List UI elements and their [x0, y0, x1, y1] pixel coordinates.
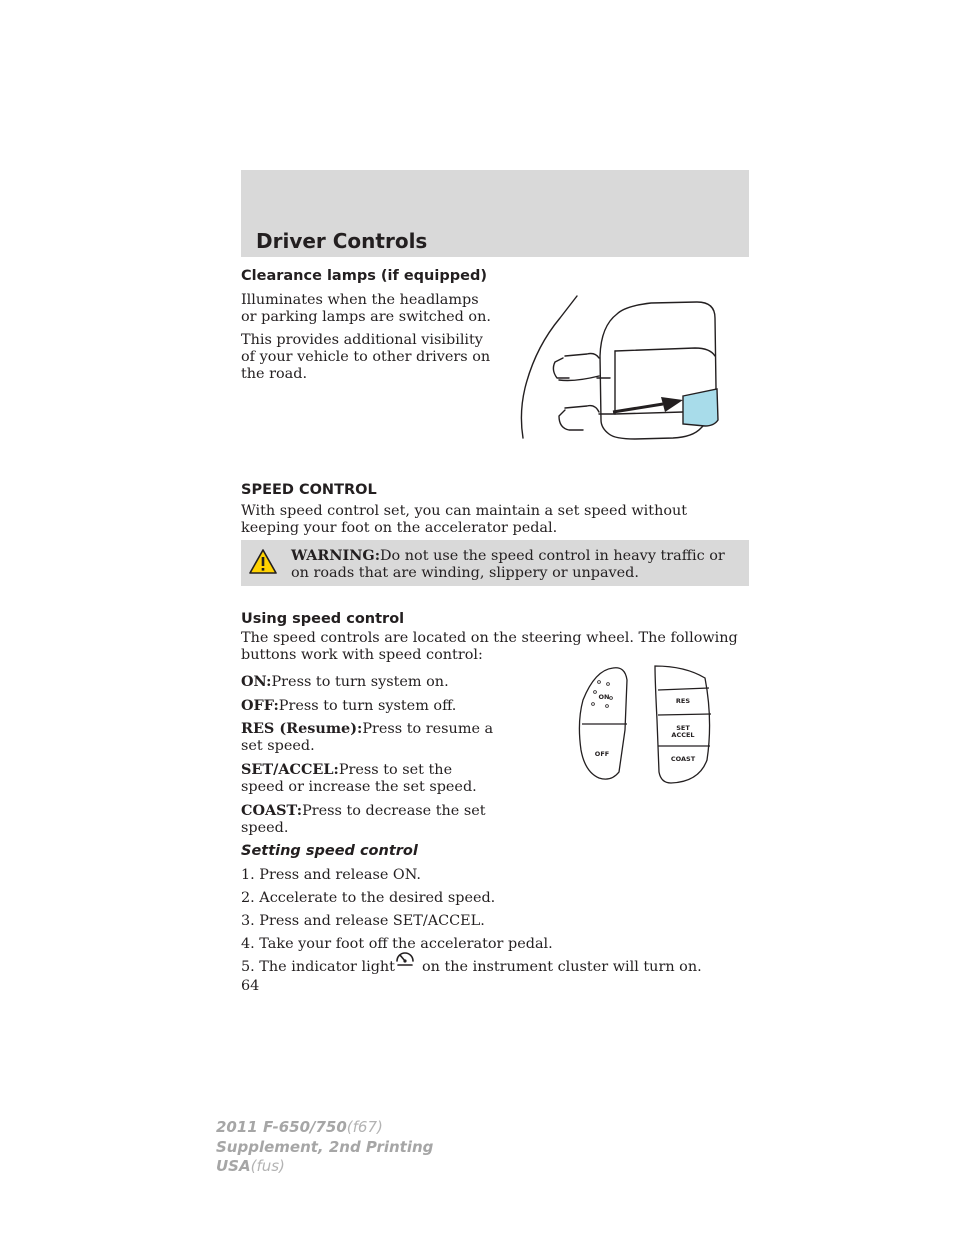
clearance-p2: This provides additional visibility of your vehicle to other drivers on the road. [241, 332, 491, 382]
clearance-heading: Clearance lamps (if equipped) [241, 268, 487, 284]
warning-triangle-icon [248, 548, 278, 576]
speed-control-intro: With speed control set, you can maintain a set speed without keeping your foot on the accelerator pedal. [241, 503, 688, 536]
step-5-before: 5. The indicator light [241, 959, 395, 975]
coast-button-label: COAST [670, 755, 696, 763]
page-title: Driver Controls [256, 229, 428, 253]
accel-button-label: ACCEL [671, 731, 695, 739]
speed-control-indicator-icon [392, 946, 418, 970]
off-button-label: OFF [594, 750, 610, 758]
speed-control-switches-illustration [575, 660, 715, 785]
step-3: 3. Press and release SET/ACCEL. [241, 913, 485, 929]
warning-label: WARNING: [291, 547, 381, 564]
warning-body: Do not use the speed control in heavy traffic or on roads that are winding, slippery or unpaved. [291, 548, 725, 581]
footer-line-2: Supplement, 2nd Printing [216, 1138, 434, 1156]
list-item: COAST:Press to decrease the set speed. [241, 802, 486, 836]
step-4: 4. Take your foot off the accelerator pedal. [241, 936, 553, 952]
page-number: 64 [241, 978, 260, 994]
using-heading: Using speed control [241, 611, 405, 627]
speed-control-heading: SPEED CONTROL [241, 482, 377, 498]
clearance-p1: Illuminates when the headlamps or parking lamps are switched on. [241, 292, 491, 325]
list-item: ON:Press to turn system on. [241, 673, 449, 690]
list-item: OFF:Press to turn system off. [241, 697, 457, 714]
res-button-label: RES [675, 697, 691, 705]
using-intro: The speed controls are located on the steering wheel. The following buttons work with speed control: [241, 630, 738, 663]
list-item: SET/ACCEL:Press to set the speed or increase the set speed. [241, 761, 477, 795]
set-button-label: SET [676, 724, 690, 732]
footer-line-3: USA(fus) [216, 1157, 285, 1175]
setting-heading: Setting speed control [241, 843, 418, 859]
warning-text [291, 547, 741, 582]
list-item: RES (Resume):Press to resume a set speed. [241, 720, 494, 754]
mirror-illustration [515, 288, 750, 448]
footer-line-1: 2011 F-650/750(f67) [216, 1118, 383, 1136]
step-5-after: on the instrument cluster will turn on. [422, 959, 702, 975]
on-button-label: ON [598, 693, 610, 701]
step-2: 2. Accelerate to the desired speed. [241, 890, 496, 906]
clearance-lamp-lens [683, 389, 718, 426]
step-1: 1. Press and release ON. [241, 867, 421, 883]
